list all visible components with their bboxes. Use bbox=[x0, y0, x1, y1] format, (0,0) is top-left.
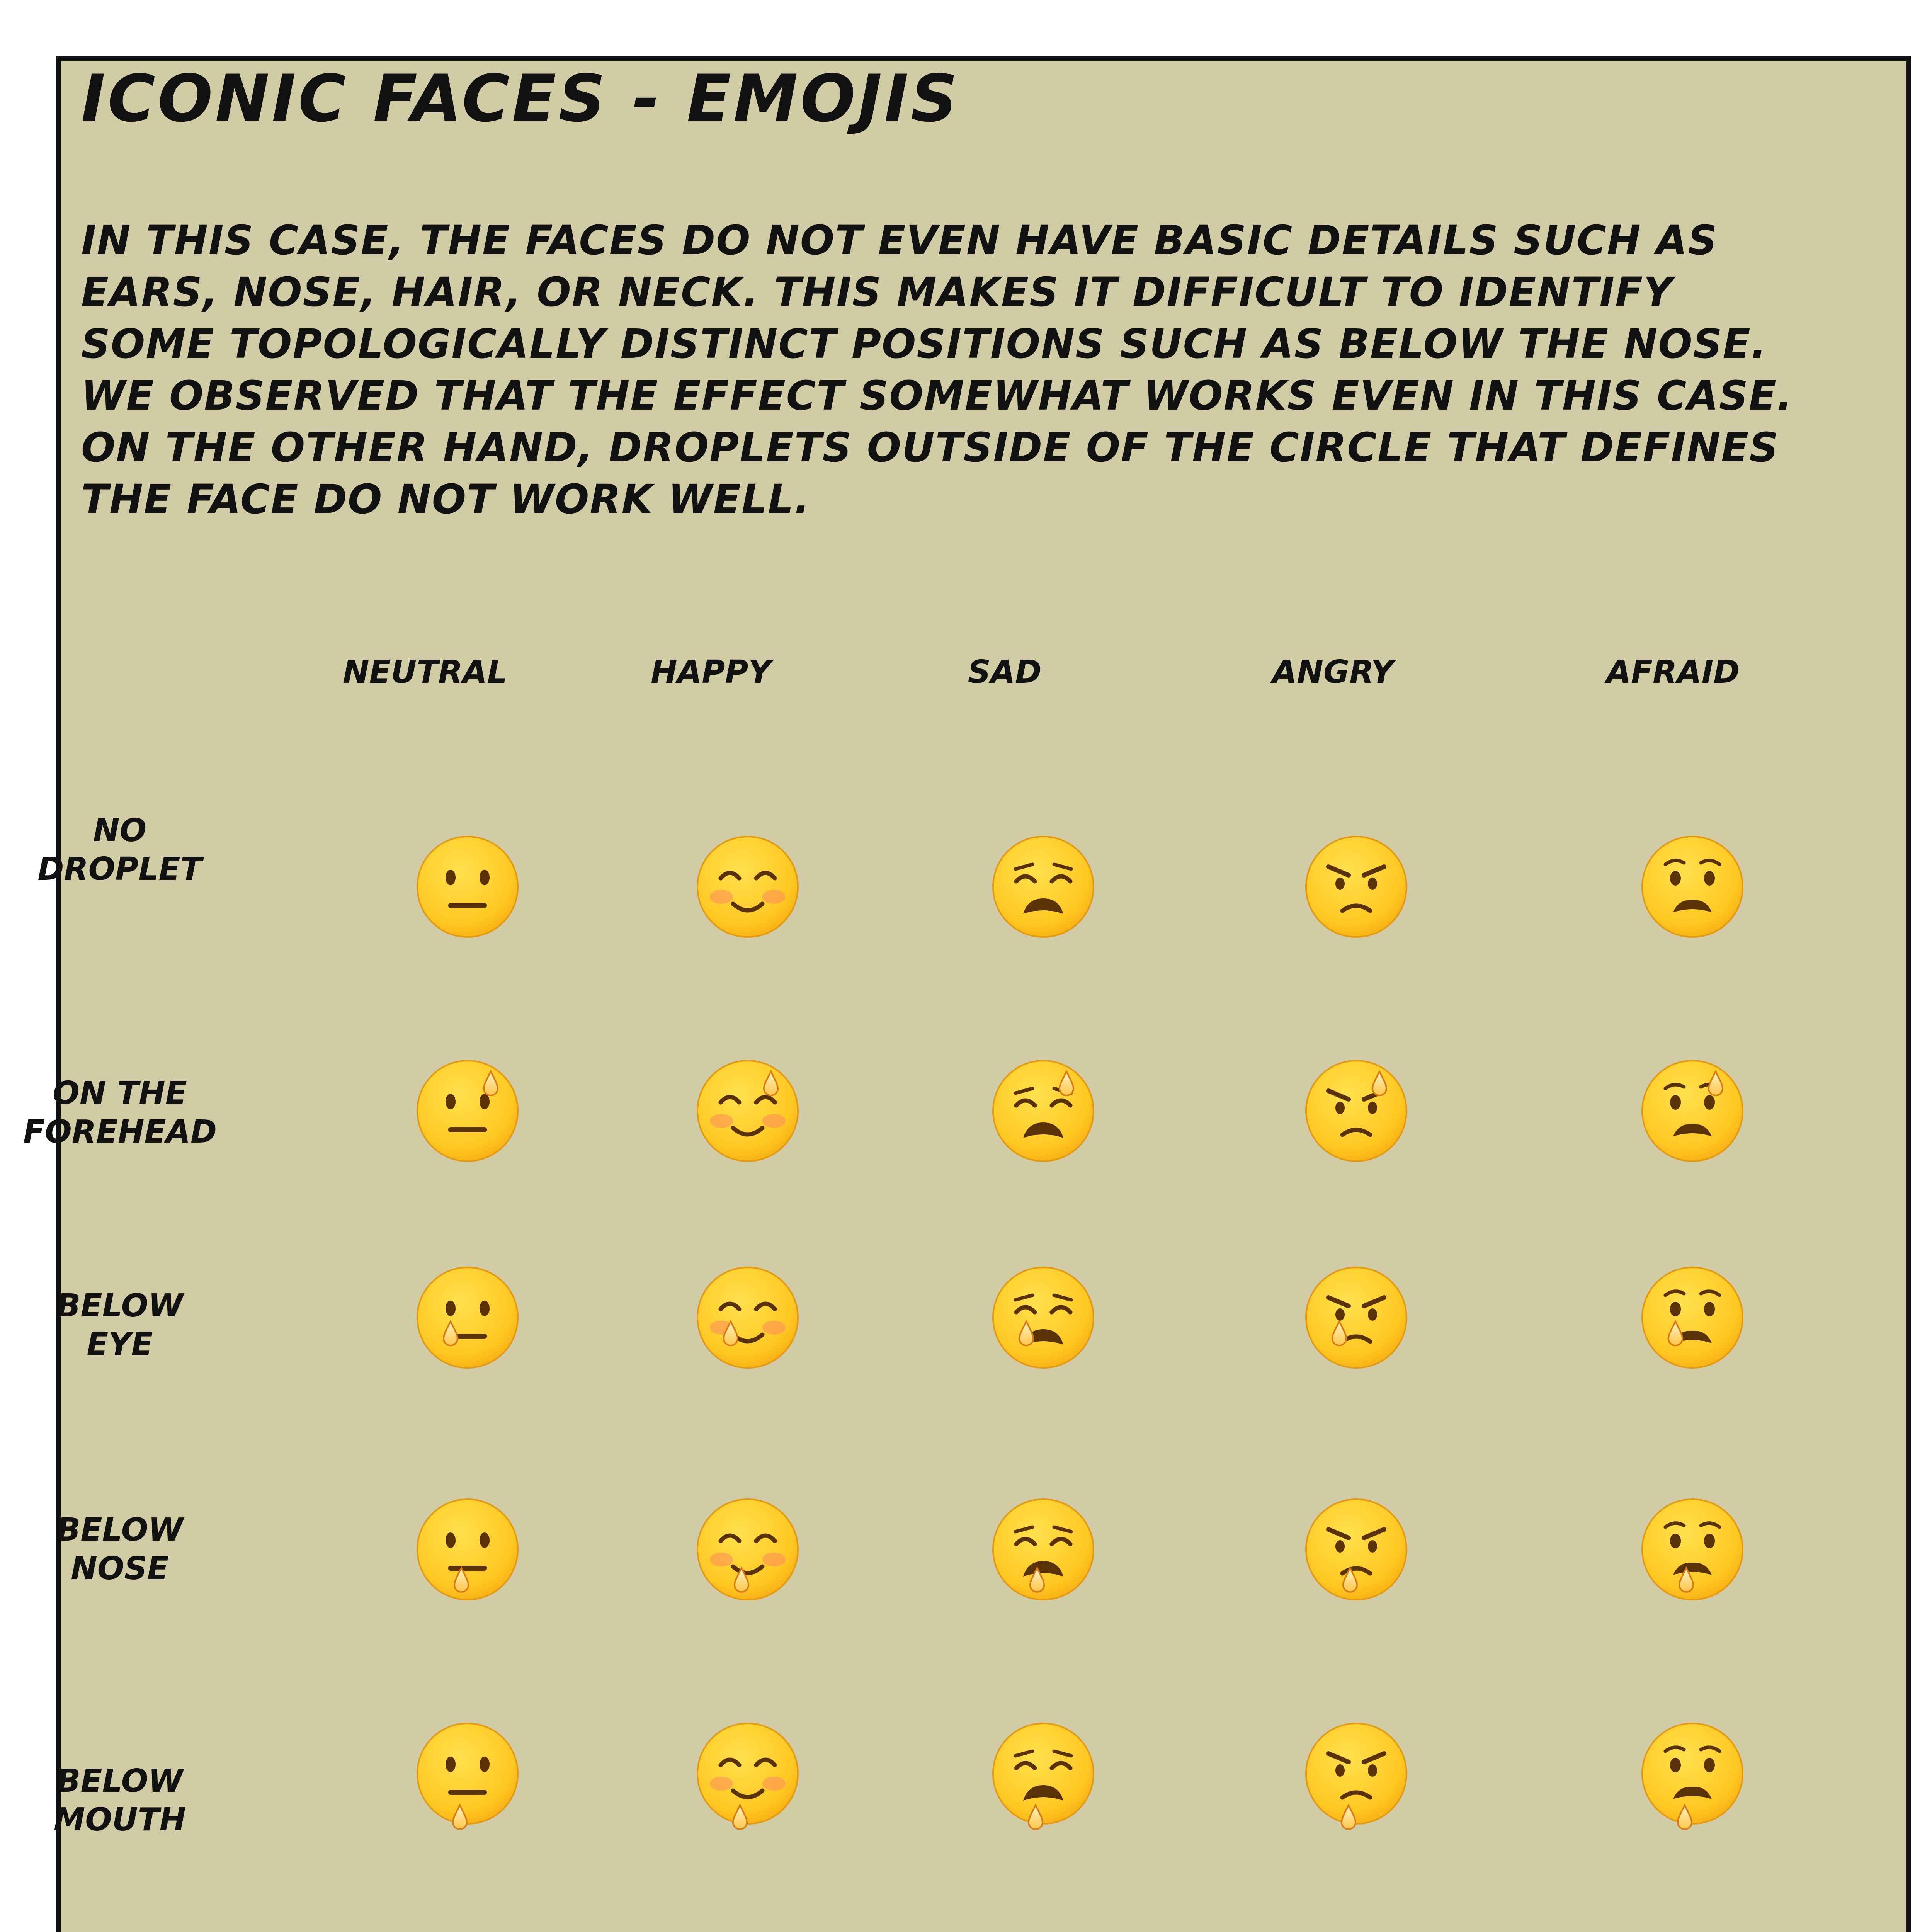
neutral-nose-emoji-icon bbox=[375, 1457, 560, 1642]
column-header-happy: HAPPY bbox=[651, 654, 771, 690]
sad-none-emoji-icon bbox=[951, 794, 1136, 980]
happy-mouth-emoji-icon bbox=[655, 1681, 840, 1866]
row-header-line: FOREHEAD bbox=[23, 1114, 217, 1150]
afraid-mouth-emoji-icon bbox=[1600, 1681, 1785, 1866]
column-header-neutral: NEUTRAL bbox=[342, 654, 507, 690]
angry-out-forehead-emoji-icon bbox=[1264, 1928, 1449, 1932]
neutral-out-forehead-emoji-icon bbox=[375, 1928, 560, 1932]
afraid-eye-emoji-icon bbox=[1600, 1225, 1785, 1410]
row-header-line: EYE bbox=[87, 1326, 153, 1363]
column-header-sad: SAD bbox=[968, 654, 1042, 690]
neutral-forehead-emoji-icon bbox=[375, 1018, 560, 1204]
row-header-below-mouth bbox=[23, 1762, 216, 1839]
happy-nose-emoji-icon bbox=[655, 1457, 840, 1642]
row-header-line: DROPLET bbox=[37, 851, 202, 888]
row-header-line: MOUTH bbox=[53, 1801, 186, 1838]
row-header-below-eye bbox=[23, 1287, 216, 1364]
angry-nose-emoji-icon bbox=[1264, 1457, 1449, 1642]
neutral-mouth-emoji-icon bbox=[375, 1681, 560, 1866]
happy-forehead-emoji-icon bbox=[655, 1018, 840, 1204]
column-header-angry: ANGRY bbox=[1272, 654, 1394, 690]
afraid-nose-emoji-icon bbox=[1600, 1457, 1785, 1642]
angry-mouth-emoji-icon bbox=[1264, 1681, 1449, 1866]
happy-eye-emoji-icon bbox=[655, 1225, 840, 1410]
sad-mouth-emoji-icon bbox=[951, 1681, 1136, 1866]
row-header-below-nose bbox=[23, 1511, 216, 1588]
sad-forehead-emoji-icon bbox=[951, 1018, 1136, 1204]
description-text: IN THIS CASE, THE FACES DO NOT EVEN HAVE BASIC DETAILS SUCH AS EARS, NOSE, HAIR, OR NECK. THIS MAKES IT DIFFICULT TO IDENTIFY SOME TOPOLOGICALLY DISTINCT POSITIONS SUCH AS BELOW THE NOSE. WE OBSERVED THAT THE EFFECT SOMEWHAT WORKS EVEN IN THIS CASE. ON THE OTHER HAND, DROPLETS OUTSIDE OF THE CIRCLE THAT DEFINES THE FACE DO NOT WORK WELL. bbox=[81, 217, 1793, 523]
afraid-none-emoji-icon bbox=[1600, 794, 1785, 980]
row-header-on-forehead bbox=[23, 1074, 216, 1151]
afraid-forehead-emoji-icon bbox=[1600, 1018, 1785, 1204]
sad-out-forehead-emoji-icon bbox=[951, 1928, 1136, 1932]
neutral-eye-emoji-icon bbox=[375, 1225, 560, 1410]
sad-eye-emoji-icon bbox=[951, 1225, 1136, 1410]
angry-forehead-emoji-icon bbox=[1264, 1018, 1449, 1204]
happy-none-emoji-icon bbox=[655, 794, 840, 980]
page-title: ICONIC FACES - EMOJIS bbox=[81, 61, 960, 136]
row-header-line: BELOW bbox=[56, 1763, 183, 1799]
row-header-line: NOSE bbox=[71, 1550, 169, 1587]
afraid-out-forehead-emoji-icon bbox=[1600, 1928, 1785, 1932]
column-header-afraid: AFRAID bbox=[1606, 654, 1740, 690]
neutral-none-emoji-icon bbox=[375, 794, 560, 980]
angry-none-emoji-icon bbox=[1264, 794, 1449, 980]
row-header-line: ON THE bbox=[53, 1075, 187, 1112]
row-header-line: BELOW bbox=[56, 1287, 183, 1324]
happy-out-forehead-emoji-icon bbox=[655, 1928, 840, 1932]
angry-eye-emoji-icon bbox=[1264, 1225, 1449, 1410]
row-header-line: NO bbox=[93, 812, 147, 849]
row-header-no-droplet bbox=[23, 811, 216, 889]
row-header-line: BELOW bbox=[56, 1512, 183, 1548]
sad-nose-emoji-icon bbox=[951, 1457, 1136, 1642]
